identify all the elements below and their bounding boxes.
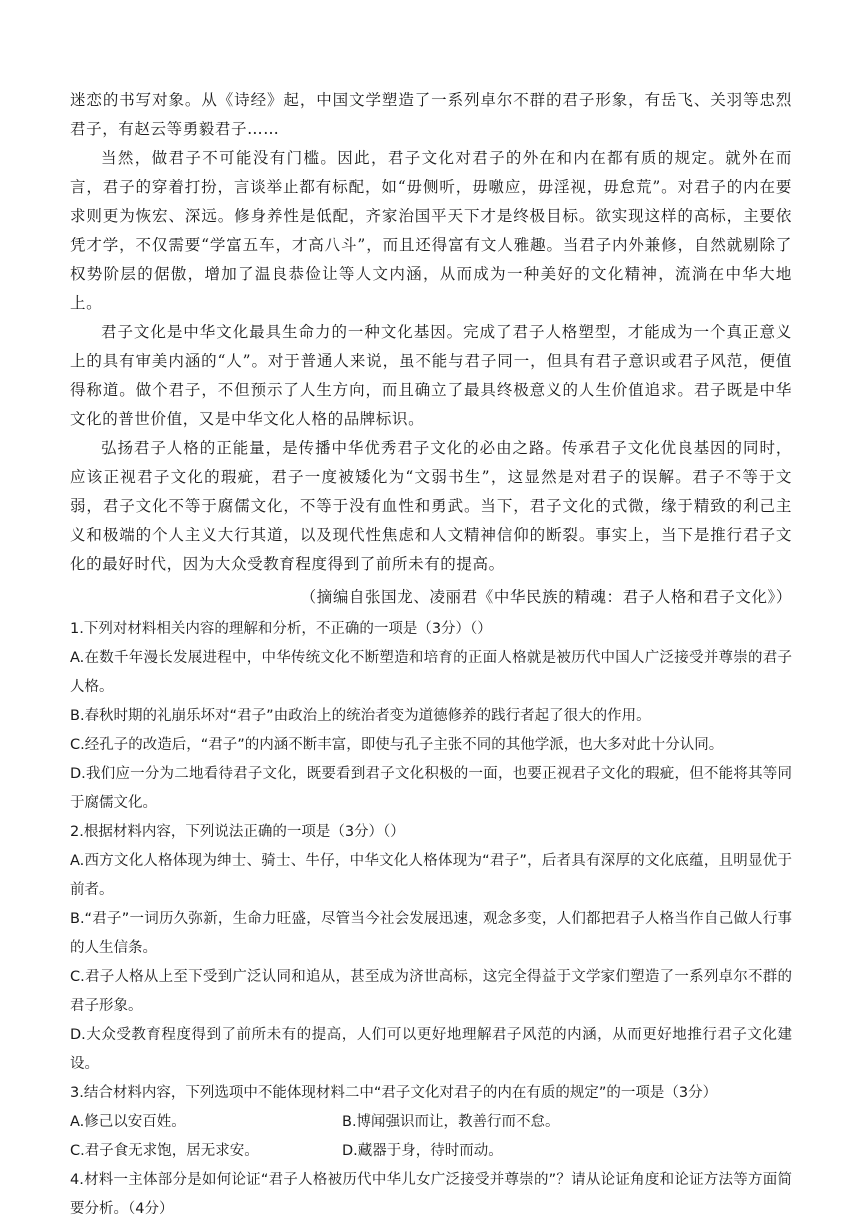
question-1-option-b: B.春秋时期的礼崩乐坏对“君子”由政治上的统治者变为道德修养的践行者起了很大的作用。 [70,708,651,724]
question-2-stem: 2.根据材料内容，下列说法正确的一项是（3分）（） [70,824,405,840]
passage-paragraph-1: 迷恋的书写对象。从《诗经》起，中国文学塑造了一系列卓尔不群的君子形象，有岳飞、关羽等忠烈君子，有赵云等勇毅君子…… [70,91,792,138]
question-1-option-c: C.经孔子的改造后，“君子”的内涵不断丰富，即使与孔子主张不同的其他学派，也大多对此十分认同。 [70,737,724,753]
passage-paragraph-2: 当然，做君子不可能没有门槛。因此，君子文化对君子的外在和内在都有质的规定。就外在而言，君子的穿着打扮，言谈举止都有标配，如“毋侧听，毋噭应，毋淫视，毋怠荒”。对君子的内在要求则更为恢宏、深远。修身养性是低配，齐家治国平天下才是终极目标。欲实现这样的高标，主要依凭才学，不仅需要“学富五车，才高八斗”，而且还得富有文人雅趣。当君子内外兼修，自然就剔除了权势阶层的倨傲，增加了温良恭俭让等人文内涵，从而成为一种美好的文化精神，流淌在中华大地上。 [70,149,792,312]
question-3-option-a: A.修己以安百姓。 [70,1114,186,1130]
question-4 [70,1166,792,1224]
question-3-option-c: C.君子食无求饱，居无求安。 [70,1143,259,1159]
passage-source-citation: （摘编自张国龙、凌丽君《中华民族的精魂：君子人格和君子文化》） [300,588,792,606]
question-1-option-a: A.在数千年漫长发展进程中，中华传统文化不断塑造和培育的正面人格就是被历代中国人广泛接受并尊崇的君子人格。 [70,650,792,695]
passage-paragraph-4: 弘扬君子人格的正能量，是传播中华优秀君子文化的必由之路。传承君子文化优良基因的同时，应该正视君子文化的瑕疵，君子一度被矮化为“文弱书生”，这显然是对君子的误解。君子不等于文弱，君子文化不等于腐儒文化，不等于没有血性和勇武。当下，君子文化的式微，缘于精致的利己主义和极端的个人主义大行其道，以及现代性焦虑和人文精神信仰的断裂。事实上，当下是推行君子文化的最好时代，因为大众受教育程度得到了前所未有的提高。 [70,439,792,573]
questions-section [70,615,792,1224]
passage-paragraph-3: 君子文化是中华文化最具生命力的一种文化基因。完成了君子人格塑型，才能成为一个真正意义上的具有审美内涵的“人”。对于普通人来说，虽不能与君子同一，但具有君子意识或君子风范，便值得称道。做个君子，不但预示了人生方向，而且确立了最具终极意义的人生价值追求。君子既是中华文化的普世价值，又是中华文化人格的品牌标识。 [70,323,792,428]
question-3-option-b: B.博闻强识而让，教善行而不怠。 [342,1114,560,1130]
question-3-options-row-1 [70,1108,792,1137]
exam-page [70,86,792,1224]
question-2-option-c: C.君子人格从上至下受到广泛认同和追从，甚至成为济世高标，这完全得益于文学家们塑造了一系列卓尔不群的君子形象。 [70,969,792,1014]
question-3 [70,1079,792,1166]
question-2-option-b: B.“君子”一词历久弥新，生命力旺盛，尽管当今社会发展迅速，观念多变，人们都把君子人格当作自己做人行事的人生信条。 [70,911,792,956]
question-1-option-d: D.我们应一分为二地看待君子文化，既要看到君子文化积极的一面，也要正视君子文化的瑕疵，但不能将其等同于腐儒文化。 [70,766,792,811]
reading-passage [70,86,792,612]
question-3-options-row-2 [70,1137,792,1166]
question-2 [70,818,792,1079]
question-2-option-a: A.西方文化人格体现为绅士、骑士、牛仔，中华文化人格体现为“君子”，后者具有深厚的文化底蕴，且明显优于前者。 [70,853,792,898]
question-1-stem: 1.下列对材料相关内容的理解和分析，不正确的一项是（3分）（） [70,621,492,637]
question-4-stem: 4.材料一主体部分是如何论证“君子人格被历代中华儿女广泛接受并尊崇的”？请从论证角度和论证方法等方面简要分析。（4分） [70,1172,792,1217]
question-1 [70,615,792,818]
question-3-option-d: D.藏器于身，待时而动。 [342,1143,503,1159]
question-3-stem: 3.结合材料内容，下列选项中不能体现材料二中“君子文化对君子的内在有质的规定”的一项是（3分） [70,1085,718,1101]
question-2-option-d: D.大众受教育程度得到了前所未有的提高，人们可以更好地理解君子风范的内涵，从而更好地推行君子文化建设。 [70,1027,792,1072]
